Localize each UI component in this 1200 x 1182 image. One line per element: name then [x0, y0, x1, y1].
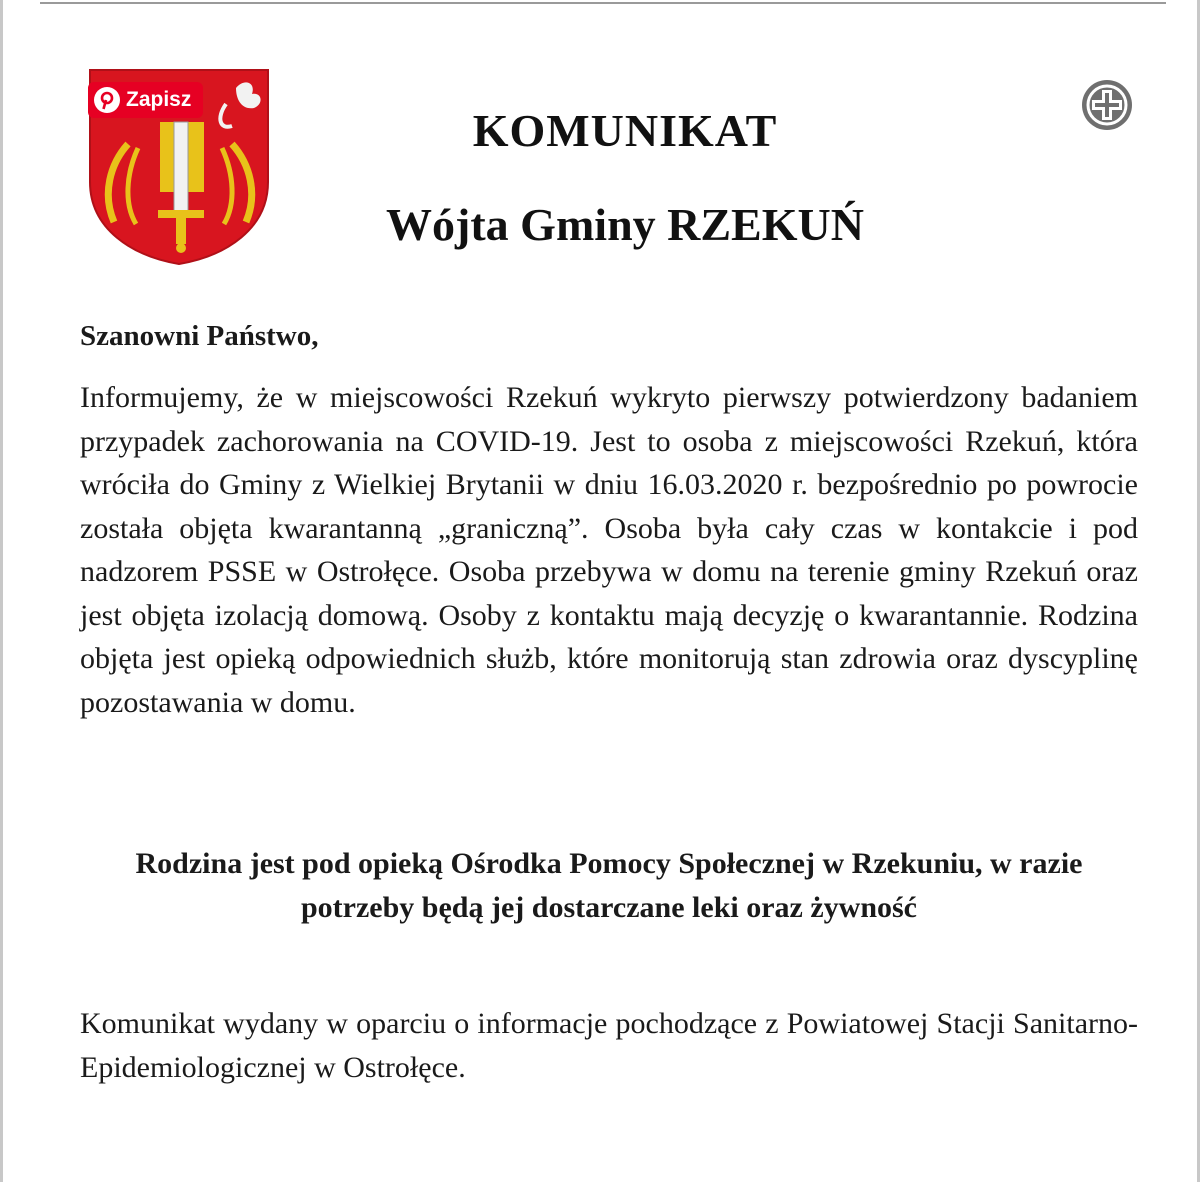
document-subtitle: Wójta Gminy RZEKUŃ: [386, 199, 864, 250]
pinterest-icon: [94, 87, 120, 113]
expand-button[interactable]: [1080, 78, 1134, 132]
body-paragraph: Informujemy, że w miejscowości Rzekuń wykryto pierwszy potwierdzony badaniem przypadek zachorowania na COVID-19. Jest to osoba z miejscowości Rzekuń, która wróciła do Gminy z Wielkiej Brytanii w dniu 16.03.2020 r. bezpośrednio po powrocie została objęta kwarantanną „graniczną”. Osoba była cały czas w kontakcie i pod nadzorem PSSE w Ostrołęce. Osoba przebywa w domu na terenie gminy Rzekuń oraz jest objęta izolacją domową. Osoby z kontaktu mają decyzję o kwarantannie. Rodzina objęta jest opieką odpowiednich służb, które monitorują stan zdrowia oraz dyscyplinę pozostawania w domu.: [80, 381, 1138, 719]
save-button[interactable]: [88, 82, 203, 118]
document-title: KOMUNIKAT: [472, 105, 778, 156]
save-button-label: Zapisz: [126, 88, 192, 111]
footer-note: Komunikat wydany w oparciu o informacje pochodzące z Powiatowej Stacji Sanitarno- Epidemiologicznej w Ostrołęce.: [80, 1007, 1138, 1084]
top-divider: [40, 2, 1166, 4]
bold-note: Rodzina jest pod opieką Ośrodka Pomocy Społecznej w Rzekuniu, w razie potrzeby będą jej dostarczane leki oraz żywność: [135, 847, 1083, 924]
plus-circle-icon: [1080, 78, 1134, 132]
greeting: Szanowni Państwo,: [80, 320, 319, 352]
